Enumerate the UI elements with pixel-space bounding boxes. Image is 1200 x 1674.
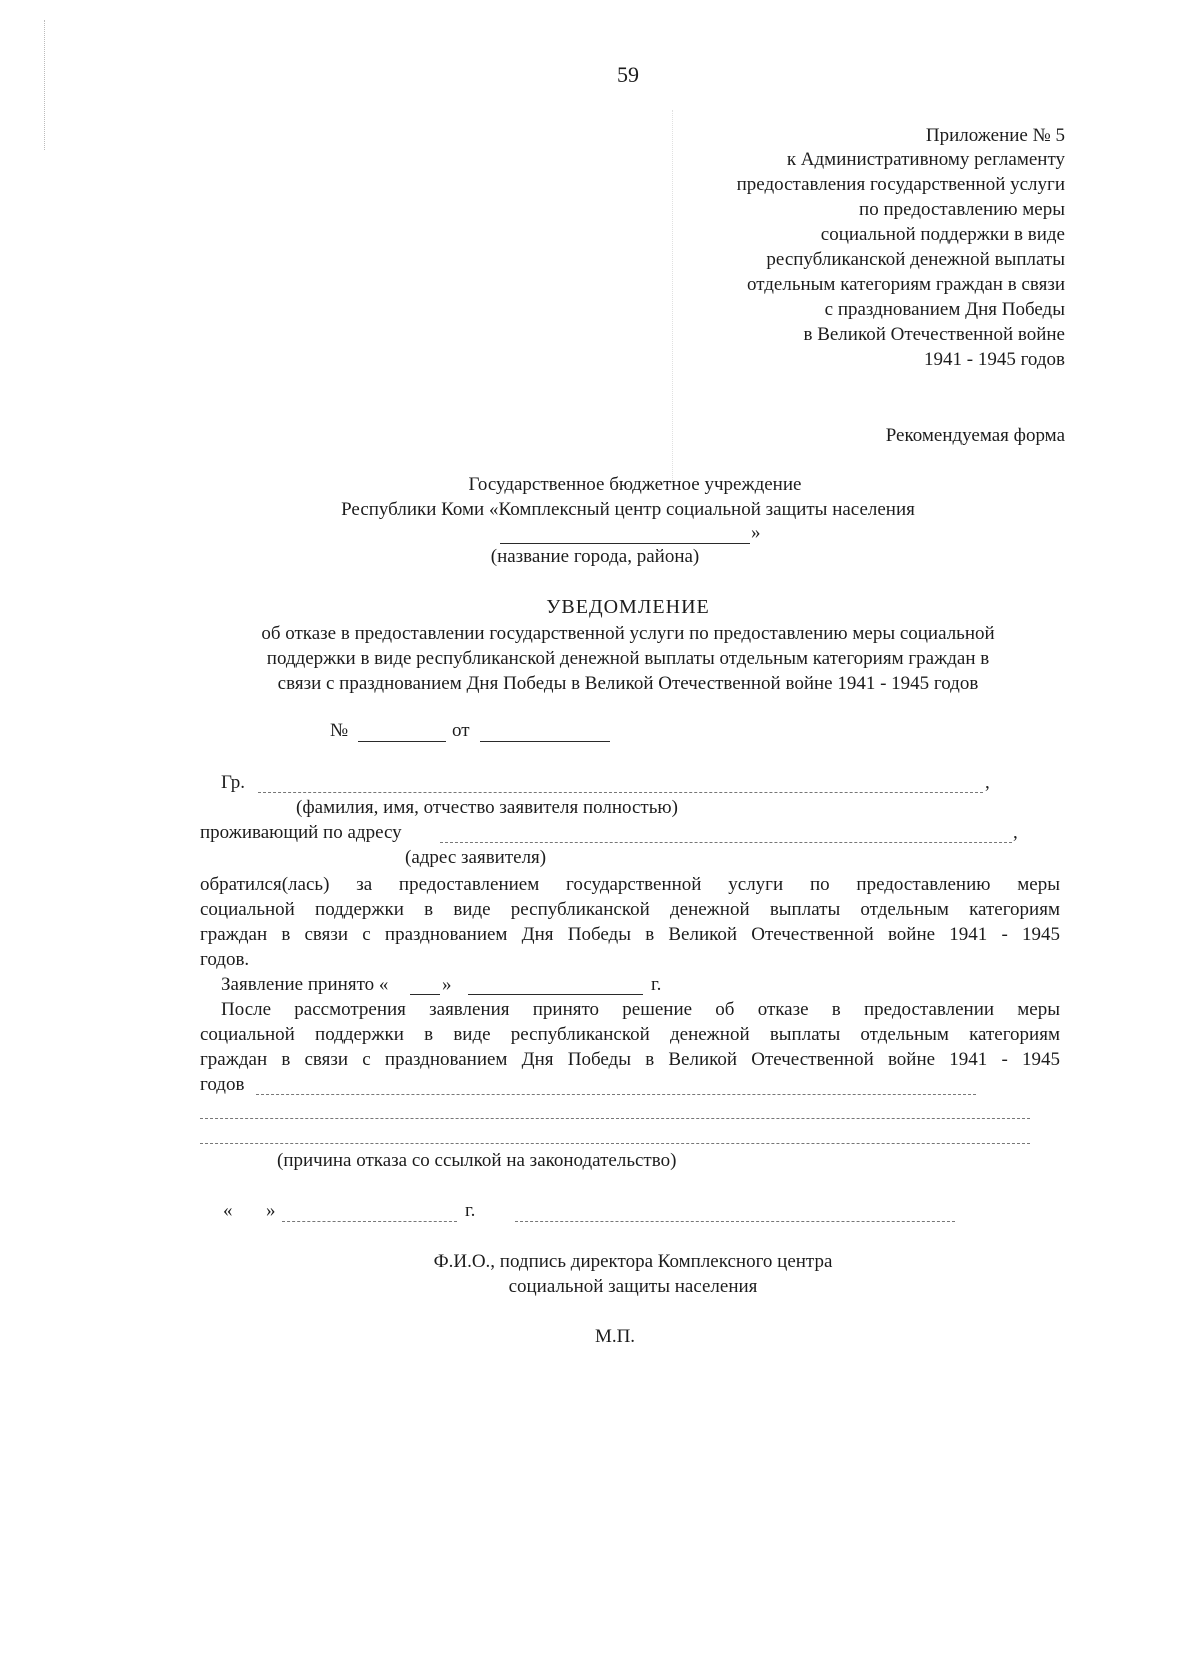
signature-caption-line-2: социальной защиты населения — [508, 1276, 758, 1297]
citizen-caption: (фамилия, имя, отчество заявителя полностью) — [296, 797, 678, 818]
appendix-line: с празднованием Дня Победы — [824, 299, 1065, 320]
signature-year-suffix: г. — [465, 1200, 476, 1221]
reason-caption: (причина отказа со ссылкой на законодательство) — [277, 1150, 677, 1171]
institution-closing-quote: » — [751, 522, 761, 543]
scan-edge-mark — [44, 20, 45, 150]
page-number: 59 — [617, 62, 639, 87]
notice-subtitle-line: связи с празднованием Дня Победы в Великой Отечественной войне 1941 - 1945 годов — [277, 673, 979, 694]
accepted-label: Заявление принято « — [221, 974, 389, 995]
signature-line — [515, 1221, 955, 1222]
appendix-line: отдельным категориям граждан в связи — [746, 274, 1065, 295]
decision-line: После рассмотрения заявления принято решение об отказе в предоставлении меры — [221, 999, 1060, 1020]
date-blank-line — [480, 741, 610, 742]
reason-line-2 — [200, 1118, 1030, 1119]
decision-line: социальной поддержки в виде республиканской денежной выплаты отдельным категориям — [200, 1024, 1060, 1045]
accepted-month-line — [468, 994, 643, 995]
reason-line-3 — [200, 1143, 1030, 1144]
address-label: проживающий по адресу — [200, 822, 402, 843]
appendix-line: социальной поддержки в виде — [820, 224, 1065, 245]
decision-line: граждан в связи с празднованием Дня Победы в Великой Отечественной войне 1941 - 1945 — [200, 1049, 1060, 1070]
address-line-end: , — [1013, 822, 1018, 843]
date-from-label: от — [452, 720, 470, 741]
applied-line: обратился(лась) за предоставлением государственной услуги по предоставлению меры — [200, 874, 1060, 895]
number-label: № — [330, 720, 349, 741]
citizen-line-end: , — [985, 772, 990, 793]
applied-line: годов. — [200, 949, 250, 970]
notice-subtitle-line: об отказе в предоставлении государственной услуги по предоставлению меры социальной — [261, 623, 995, 644]
accepted-day-line — [410, 994, 440, 995]
institution-caption: (название города, района) — [490, 546, 700, 567]
citizen-name-line — [258, 792, 983, 793]
signature-caption-line-1: Ф.И.О., подпись директора Комплексного центра — [433, 1251, 833, 1272]
reason-line-1 — [256, 1094, 976, 1095]
signature-date-line — [282, 1221, 457, 1222]
accepted-year-suffix: г. — [651, 974, 662, 995]
signature-open-quote: « — [223, 1200, 233, 1221]
accepted-quote-close: » — [442, 974, 452, 995]
appendix-line: республиканской денежной выплаты — [766, 249, 1065, 270]
stamp-label: М.П. — [594, 1326, 636, 1347]
number-blank-line — [358, 741, 446, 742]
address-caption: (адрес заявителя) — [405, 847, 547, 868]
scan-fold-mark — [672, 110, 673, 490]
applied-line: граждан в связи с празднованием Дня Победы в Великой Отечественной войне 1941 - 1945 — [200, 924, 1060, 945]
appendix-line: 1941 - 1945 годов — [924, 349, 1065, 370]
appendix-line: по предоставлению меры — [859, 199, 1065, 220]
signature-close-quote: » — [266, 1200, 276, 1221]
recommended-form-label: Рекомендуемая форма — [885, 425, 1065, 446]
appendix-line: в Великой Отечественной войне — [803, 324, 1065, 345]
address-line — [440, 842, 1012, 843]
applied-line: социальной поддержки в виде республиканской денежной выплаты отдельным категориям — [200, 899, 1060, 920]
appendix-line: Приложение № 5 — [925, 125, 1065, 146]
city-blank-line — [500, 543, 750, 544]
appendix-line: к Административному регламенту — [786, 149, 1065, 170]
institution-line-1: Государственное бюджетное учреждение — [468, 474, 802, 495]
notice-subtitle-line: поддержки в виде республиканской денежной выплаты отдельным категориям граждан в — [266, 648, 990, 669]
decision-line: годов — [200, 1074, 245, 1095]
citizen-label: Гр. — [221, 772, 246, 793]
notice-title: УВЕДОМЛЕНИЕ — [546, 596, 710, 618]
appendix-line: предоставления государственной услуги — [736, 174, 1065, 195]
institution-line-2: Республики Коми «Комплексный центр социальной защиты населения — [341, 499, 915, 520]
